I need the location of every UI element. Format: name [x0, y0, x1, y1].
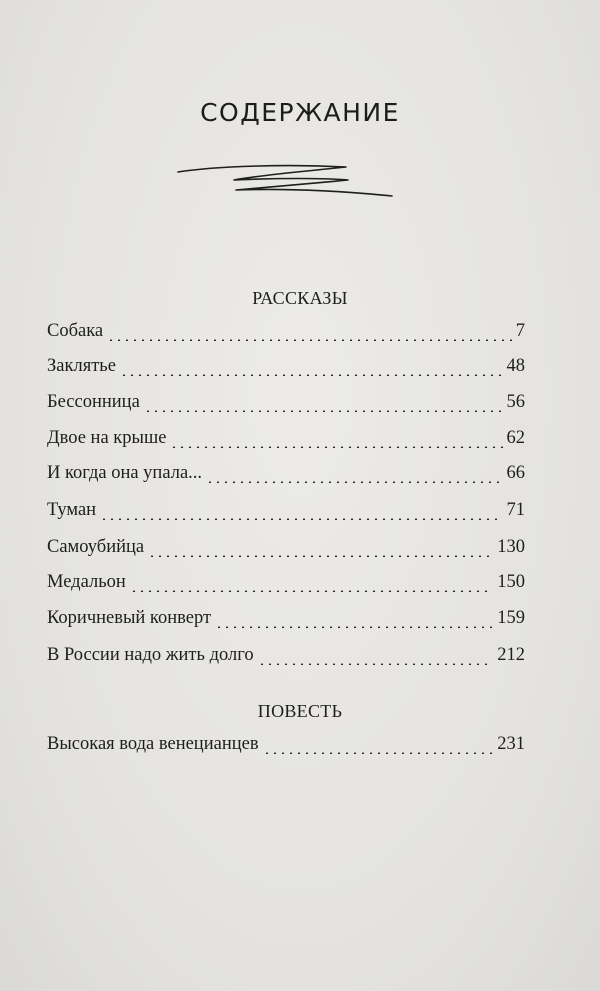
dot-leader: [100, 518, 502, 520]
entry-page-number: 71: [506, 500, 525, 520]
page-title: СОДЕРЖАНИЕ: [200, 98, 400, 127]
entry-page-number: 212: [497, 645, 525, 665]
entry-title: Высокая вода венецианцев: [47, 734, 259, 754]
entry-title: Собака: [47, 321, 104, 341]
dot-leader: [107, 339, 512, 341]
entry-title: Туман: [47, 500, 97, 520]
entry-title: Двое на крыше: [47, 428, 167, 448]
dot-leader: [263, 752, 494, 754]
toc-entry: [47, 321, 525, 347]
toc-entry: [47, 734, 525, 760]
entry-title: Самоубийца: [47, 537, 145, 557]
toc-entry: [47, 356, 525, 382]
dot-leader: [215, 626, 493, 628]
entry-page-number: 66: [506, 463, 525, 483]
toc-entry: [47, 645, 525, 671]
entry-title: Коричневый конверт: [47, 608, 212, 628]
toc-entry: [47, 608, 525, 634]
section-heading-stories: РАССКАЗЫ: [252, 288, 348, 308]
toc-entry: [47, 537, 525, 563]
entry-title: Медальон: [47, 572, 126, 592]
dot-leader: [120, 374, 503, 376]
dot-leader: [258, 663, 494, 665]
entry-title: Заклятье: [47, 356, 116, 376]
entry-page-number: 130: [497, 537, 525, 557]
entry-page-number: 56: [506, 392, 525, 412]
entry-page-number: 7: [515, 321, 525, 341]
entry-page-number: 231: [497, 734, 525, 754]
dot-leader: [144, 410, 503, 412]
toc-entry: [47, 428, 525, 454]
scribble-flourish-icon: [176, 158, 396, 202]
entry-title: Бессонница: [47, 392, 140, 412]
dot-leader: [148, 555, 493, 557]
entry-page-number: 159: [497, 608, 525, 628]
entry-title: В России надо жить долго: [47, 645, 254, 665]
entry-page-number: 62: [506, 428, 525, 448]
entry-page-number: 48: [506, 356, 525, 376]
dot-leader: [170, 446, 502, 448]
entry-page-number: 150: [497, 572, 525, 592]
dot-leader: [206, 481, 502, 483]
section-heading-novella: ПОВЕСТЬ: [257, 701, 343, 721]
dot-leader: [130, 590, 493, 592]
toc-entry: [47, 392, 525, 418]
toc-entry: [47, 463, 525, 489]
toc-entry: [47, 500, 525, 526]
toc-entry: [47, 572, 525, 598]
entry-title: И когда она упала...: [47, 463, 203, 483]
